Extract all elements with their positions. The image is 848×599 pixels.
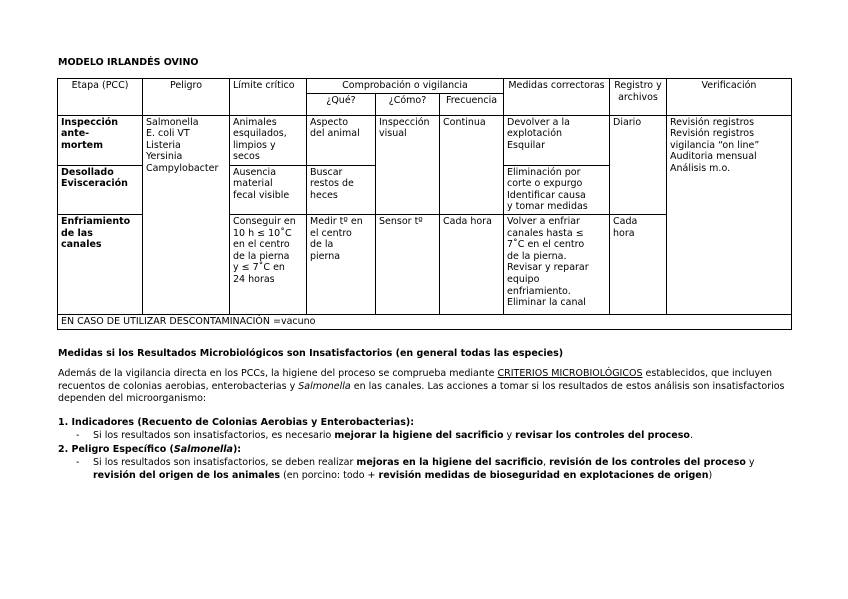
cell-line: Listeria	[146, 139, 181, 151]
cell-como-3: Sensor tº	[376, 214, 440, 314]
cell-line: Revisión registros	[670, 128, 755, 140]
section-paragraph	[58, 368, 793, 406]
cell-line: 24 horas	[233, 273, 275, 285]
cell-line: en el centro	[233, 239, 290, 251]
cell-line: de la pierna.	[507, 250, 567, 262]
cell-line: 7˚C en el centro	[507, 239, 585, 251]
cell-limite-1	[230, 115, 307, 165]
cell-line: Evisceración	[61, 178, 128, 190]
cell-limite-2	[230, 165, 307, 214]
list-item-1-detail	[76, 430, 796, 443]
cell-line: Revisión registros	[670, 116, 755, 128]
cell-line: pierna	[310, 250, 341, 262]
cell-line: Salmonella	[146, 116, 199, 128]
cell-medidas-1	[504, 115, 610, 165]
cell-line: Revisar y reparar	[507, 262, 589, 274]
item2-text-2: ,	[543, 457, 550, 468]
cell-line: Buscar	[310, 166, 343, 178]
cell-frecuencia-1: Continua	[440, 115, 504, 165]
cell-line: Inspección	[61, 116, 119, 128]
cell-peligro	[143, 115, 230, 314]
header-row	[58, 79, 792, 94]
cell-line: Volver a enfriar	[507, 215, 580, 227]
cell-que-1	[307, 115, 376, 165]
cell-line: explotación	[507, 128, 563, 140]
criterios-link: CRITERIOS MICROBIOLÓGICOS	[497, 368, 643, 379]
list-item-1: 1. Indicadores (Recuento de Colonias Aerobias y Enterobacterias):	[58, 417, 414, 428]
cell-que-2	[307, 165, 376, 214]
cell-line: y ≤ 7˚C en	[233, 262, 285, 274]
cell-line: heces	[310, 189, 338, 201]
cell-line: Esquilar	[507, 139, 546, 151]
cell-etapa-1	[58, 115, 143, 165]
cell-registro-2	[610, 165, 667, 214]
cell-line: limpios y	[233, 139, 276, 151]
item2-label-a: 2. Peligro Específico (	[58, 444, 174, 455]
cell-frecuencia-2	[440, 165, 504, 214]
cell-line: Animales	[233, 116, 277, 128]
cell-line: secos	[233, 151, 260, 163]
cell-line: Eliminación por	[507, 166, 581, 178]
cell-line: de la	[310, 239, 334, 251]
header-registro: Registro y archivos	[610, 79, 667, 116]
cell-etapa-3	[58, 214, 143, 314]
cell-line: de la pierna	[233, 250, 290, 262]
cell-line: corte o expurgo	[507, 178, 583, 190]
cell-line: material	[233, 178, 273, 190]
haccp-table	[57, 78, 792, 330]
list-item-2	[58, 444, 241, 455]
cell-line: enfriamiento.	[507, 285, 571, 297]
para-salmonella: Salmonella	[298, 380, 351, 392]
header-limite: Límite crítico	[230, 79, 307, 116]
header-medidas: Medidas correctoras	[504, 79, 610, 116]
section-title: Medidas si los Resultados Microbiológicos son Insatisfactorios (en general todas las especies)	[58, 348, 564, 359]
item1-text-3: .	[689, 430, 693, 441]
item2-label-b: ):	[232, 444, 242, 455]
cell-que-3	[307, 214, 376, 314]
item2-bold-3: revisión del origen de los animales	[93, 469, 281, 481]
cell-line: fecal visible	[233, 189, 290, 201]
cell-line: equipo	[507, 273, 540, 285]
table-row	[58, 115, 792, 165]
item2-bold-2: revisión de los controles del proceso	[549, 457, 746, 468]
header-verificacion: Verificación	[667, 79, 792, 116]
cell-line: esquilados,	[233, 128, 287, 140]
para-text-1: Además de la vigilancia directa en los PCCs, la higiene del proceso se comprueba mediante	[58, 368, 498, 379]
cell-verificacion	[667, 115, 792, 314]
cell-line: 10 h ≤ 10˚C	[233, 227, 292, 239]
cell-line: E. coli VT	[146, 128, 190, 140]
cell-line: del animal	[310, 128, 360, 140]
item1-bold-1: mejorar la higiene del sacrificio	[334, 430, 504, 441]
cell-medidas-3	[504, 214, 610, 314]
cell-line: visual	[379, 128, 407, 140]
para-text-3: en las canales. Las acciones a tomar si los resultados de estos análisis son insatisfactorios dependen del microorganismo:	[58, 380, 785, 404]
item2-bold-4: revisión medidas de bioseguridad en explotaciones de origen	[378, 469, 709, 481]
cell-registro-1: Diario	[610, 115, 667, 165]
cell-line: Conseguir en	[233, 215, 296, 227]
cell-limite-3	[230, 214, 307, 314]
dash-bullet: -	[76, 430, 80, 441]
cell-line: el centro	[310, 227, 352, 239]
para-text-2: establecidos, que incluyen recuentos de colonias aerobias, enterobacterias y	[58, 368, 773, 392]
cell-line: vigilancia “on line”	[670, 139, 760, 151]
table-footer-note: EN CASO DE UTILIZAR DESCONTAMINACIÓN =vacuno	[58, 314, 792, 329]
table-footer-row	[58, 314, 792, 329]
item1-text-2: y	[503, 430, 516, 441]
cell-medidas-2	[504, 165, 610, 214]
item2-text-5: )	[708, 469, 713, 481]
cell-line: Campylobacter	[146, 162, 219, 174]
cell-line: y tomar medidas	[507, 201, 588, 213]
cell-line: Cada	[613, 215, 638, 227]
item2-text-4: (en porcino: todo +	[280, 469, 379, 481]
cell-frecuencia-3: Cada hora	[440, 214, 504, 314]
cell-line: Inspección	[379, 116, 430, 128]
header-comprobacion: Comprobación o vigilancia	[307, 79, 504, 94]
header-peligro: Peligro	[143, 79, 230, 116]
item1-text-1: Si los resultados son insatisfactorios, es necesario	[93, 430, 335, 441]
cell-line: Enfriamiento	[61, 215, 131, 227]
header-como: ¿Cómo?	[376, 93, 440, 115]
cell-line: Identificar causa	[507, 189, 586, 201]
cell-como-2	[376, 165, 440, 214]
cell-line: Auditoria mensual	[670, 151, 757, 163]
cell-line: Devolver a la	[507, 116, 570, 128]
cell-line: Ausencia	[233, 166, 277, 178]
item2-text-3: y	[745, 457, 755, 468]
cell-registro-3	[610, 214, 667, 314]
cell-etapa-2	[58, 165, 143, 214]
cell-line: mortem	[61, 139, 103, 151]
cell-line: Yersinia	[146, 151, 183, 163]
item2-bold-1: mejoras en la higiene del sacrificio	[356, 457, 544, 468]
header-etapa: Etapa (PCC)	[58, 79, 143, 116]
cell-line: de las	[61, 227, 93, 239]
item2-text-1: Si los resultados son insatisfactorios, se deben realizar	[93, 457, 357, 468]
cell-line: restos de	[310, 178, 354, 190]
cell-como-1	[376, 115, 440, 165]
header-frecuencia: Frecuencia	[440, 93, 504, 115]
cell-line: Desollado	[61, 166, 114, 178]
dash-bullet: -	[76, 457, 80, 468]
cell-line: Eliminar la canal	[507, 297, 586, 309]
cell-line: canales	[61, 239, 102, 251]
cell-line: Aspecto	[310, 116, 349, 128]
document-title: MODELO IRLANDÉS OVINO	[58, 57, 199, 68]
cell-line: ante-	[61, 128, 90, 140]
cell-line: hora	[613, 227, 635, 239]
cell-line: canales hasta ≤	[507, 227, 584, 239]
item2-label-salmonella: Salmonella	[173, 444, 233, 455]
cell-line: Análisis m.o.	[670, 162, 731, 174]
list-item-2-detail	[76, 457, 796, 482]
item1-bold-2: revisar los controles del proceso	[515, 430, 690, 441]
header-que: ¿Qué?	[307, 93, 376, 115]
cell-line: Medir tº en	[310, 215, 363, 227]
